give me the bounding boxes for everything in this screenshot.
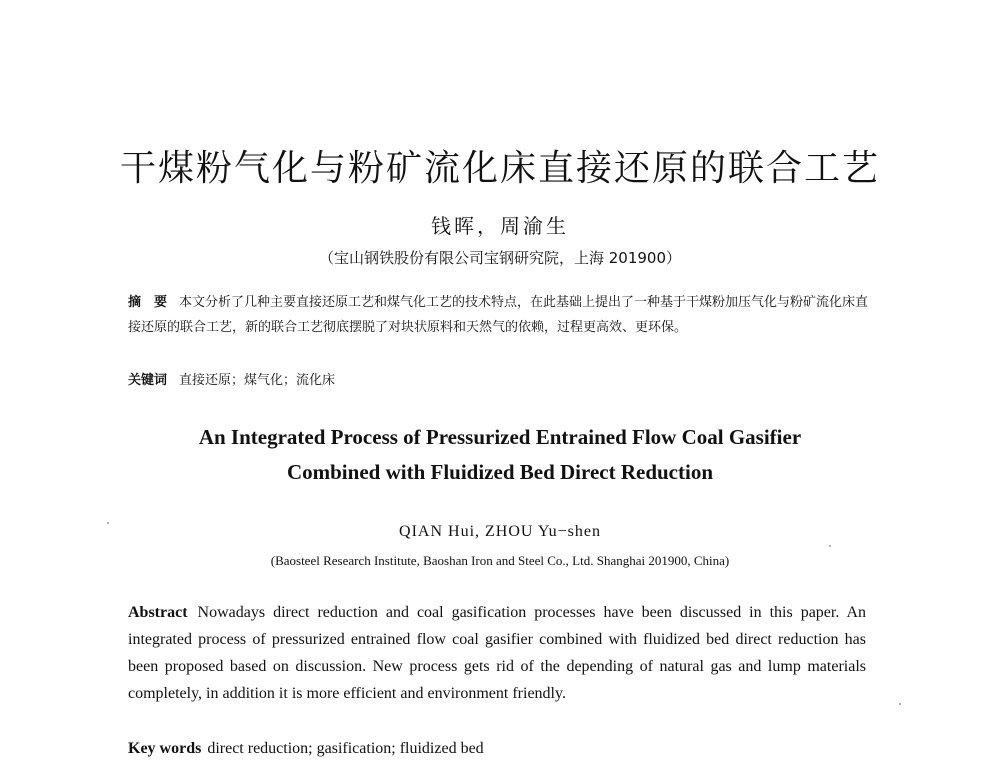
scan-speck	[899, 703, 901, 705]
english-affiliation: (Baosteel Research Institute, Baoshan Iron and Steel Co., Ltd. Shanghai 201900, China)	[270, 553, 730, 568]
chinese-abstract-label: 摘 要	[128, 295, 168, 310]
chinese-keywords-text: 直接还原；煤气化；流化床	[179, 373, 336, 388]
chinese-title: 干煤粉气化与粉矿流化床直接还原的联合工艺	[119, 148, 880, 189]
english-title-line-1: An Integrated Process of Pressurized Entrained Flow Coal Gasifier	[198, 425, 802, 449]
chinese-authors: 钱晖，周渝生	[431, 214, 569, 238]
english-authors: QIAN Hui, ZHOU Yu−shen	[399, 523, 601, 540]
english-abstract	[128, 599, 866, 707]
english-title	[0, 420, 1000, 490]
chinese-keywords	[128, 369, 335, 388]
english-title-line-2: Combined with Fluidized Bed Direct Reduction	[286, 460, 714, 484]
english-abstract-label: Abstract	[128, 604, 188, 621]
english-keywords	[128, 740, 484, 758]
chinese-abstract-text: 本文分析了几种主要直接还原工艺和煤气化工艺的技术特点，在此基础上提出了一种基于干煤粉加压气化与粉矿流化床直接还原的联合工艺，新的联合工艺彻底摆脱了对块状原料和天然气的依赖，过程更高效、更环保。	[128, 295, 869, 335]
chinese-abstract	[128, 290, 870, 340]
english-keywords-label: Key words	[128, 740, 202, 757]
english-abstract-text: Nowadays direct reduction and coal gasification processes have been discussed in this paper. An integrated process of pressurized entrained flow coal gasifier combined with fluidized bed direct reduction has been proposed based on discussion. New process gets rid of the depending of natural gas and lump materials completely, in addition it is more efficient and environment friendly.	[128, 604, 866, 702]
scan-speck	[829, 545, 831, 547]
scan-speck	[107, 522, 109, 524]
chinese-keywords-label: 关键词	[128, 373, 168, 388]
english-keywords-text: direct reduction; gasification; fluidized bed	[207, 740, 484, 757]
chinese-affiliation: （宝山钢铁股份有限公司宝钢研究院，上海 201900）	[318, 249, 682, 267]
